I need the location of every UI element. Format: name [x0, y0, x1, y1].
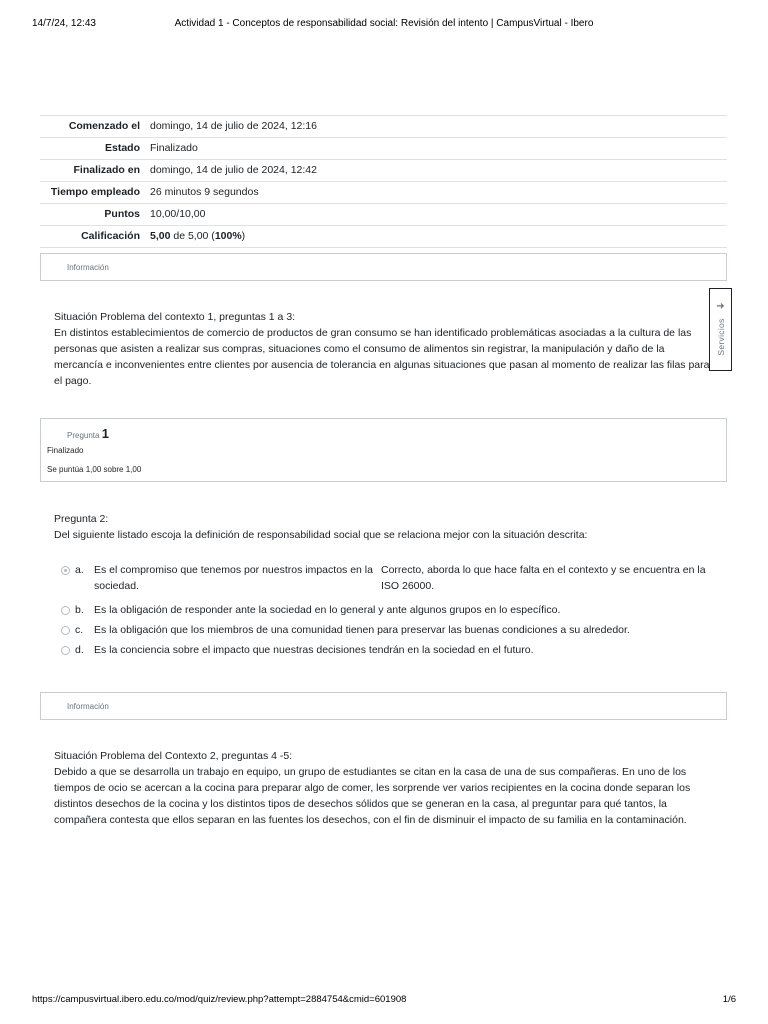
radio-button[interactable] [61, 606, 70, 615]
grade-close: ) [241, 230, 246, 242]
answer-text: Es la obligación que los miembros de una comunidad tienen para preservar las buenas condiciones a su alrededor. [94, 624, 630, 636]
page-url: https://campusvirtual.ibero.edu.co/mod/quiz/review.php?attempt=2884754&cmid=601908 [32, 994, 407, 1005]
info-box-1 [40, 253, 727, 281]
answer-text: Es la conciencia sobre el impacto que nuestras decisiones tendrán en la sociedad en el futuro. [94, 644, 534, 656]
question-number [67, 426, 109, 441]
summary-row-points [40, 204, 727, 226]
radio-button[interactable] [61, 646, 70, 655]
question-2-text: Del siguiente listado escoja la definición de responsabilidad social que se relaciona mejor con la situación descrita: [54, 529, 588, 541]
summary-value: domingo, 14 de julio de 2024, 12:42 [146, 160, 727, 182]
radio-button[interactable] [61, 566, 70, 575]
question-number-value: 1 [101, 426, 109, 441]
summary-value: domingo, 14 de julio de 2024, 12:16 [146, 116, 727, 138]
summary-row-finished [40, 160, 727, 182]
grade-percent: 100% [214, 230, 242, 242]
info-label: Información [67, 702, 109, 711]
grade-score: 5,00 [150, 230, 171, 242]
summary-label: Estado [40, 138, 146, 160]
context-1 [54, 309, 714, 389]
context-2-title: Situación Problema del Contexto 2, preguntas 4 -5: [54, 750, 293, 762]
summary-row-state [40, 138, 727, 160]
print-page-title: Actividad 1 - Conceptos de responsabilidad social: Revisión del intento | CampusVirtual - Ibero [174, 18, 594, 29]
question-grade: Se puntúa 1,00 sobre 1,00 [47, 465, 142, 474]
grade-value [146, 226, 727, 248]
answer-letter: b. [75, 604, 84, 616]
answer-text: Es la obligación de responder ante la sociedad en lo general y ante algunos grupos en lo específico. [94, 604, 561, 616]
summary-value: 10,00/10,00 [146, 204, 727, 226]
summary-row-time-taken [40, 182, 727, 204]
context-2-text: Debido a que se desarrolla un trabajo en equipo, un grupo de estudiantes se citan en la casa de una de sus compañeras. En uno de los tiempos de ocio se acercan a la cocina para preparar algo de comer, les sorprende ver varios recipientes en la cocina donde separan los distintos desechos de la cocina y los distintos tipos de desechos sólidos que se generan en la casa, al preguntar para qué tantos, la compañera contesta que ellos separan en las fuentes los desechos, con el fin de disminuir el impacto de su familia en la contaminación. [54, 766, 691, 826]
answer-text: Es el compromiso que tenemos por nuestros impactos en la sociedad. [94, 564, 373, 592]
summary-row-started [40, 116, 727, 138]
page-number: 1/6 [722, 994, 736, 1005]
question-2-title: Pregunta 2: [54, 513, 109, 525]
summary-label: Tiempo empleado [40, 182, 146, 204]
question-2 [54, 511, 714, 543]
arrow-right-icon: ➜ [716, 301, 725, 312]
radio-button[interactable] [61, 626, 70, 635]
question-1-info [40, 418, 727, 482]
summary-value: 26 minutos 9 segundos [146, 182, 727, 204]
summary-label: Comenzado el [40, 116, 146, 138]
summary-label: Calificación [40, 226, 146, 248]
answer-letter: c. [75, 624, 84, 636]
context-1-title: Situación Problema del contexto 1, preguntas 1 a 3: [54, 311, 296, 323]
answer-letter: a. [75, 564, 84, 576]
attempt-summary-table [40, 115, 727, 248]
answer-letter: d. [75, 644, 84, 656]
question-prefix: Pregunta [67, 431, 100, 440]
info-label: Información [67, 263, 109, 272]
grade-of: de 5,00 ( [173, 230, 215, 242]
summary-row-grade [40, 226, 727, 248]
summary-label: Puntos [40, 204, 146, 226]
print-footer [32, 994, 736, 1008]
question-state: Finalizado [47, 446, 84, 455]
print-date: 14/7/24, 12:43 [32, 18, 96, 29]
info-box-2 [40, 692, 727, 720]
context-2 [54, 748, 714, 828]
summary-value: Finalizado [146, 138, 727, 160]
context-1-text: En distintos establecimientos de comercio de productos de gran consumo se han identificado problemáticas asociadas a la cultura de las personas que asisten a realizar sus compras, situaciones como el consumo de alimentos sin registrar, la manipulación y daño de la mercancía e inconvenientes entre clientes por ausencia de tolerancia en algunas situaciones que pasan al momento de realizar las filas para el pago. [54, 327, 710, 387]
servicios-label: Servicios [716, 318, 726, 356]
print-header [32, 18, 736, 32]
summary-label: Finalizado en [40, 160, 146, 182]
answer-feedback: Correcto, aborda lo que hace falta en el contexto y se encuentra en la ISO 26000. [381, 564, 706, 592]
servicios-tab[interactable] [709, 288, 732, 371]
